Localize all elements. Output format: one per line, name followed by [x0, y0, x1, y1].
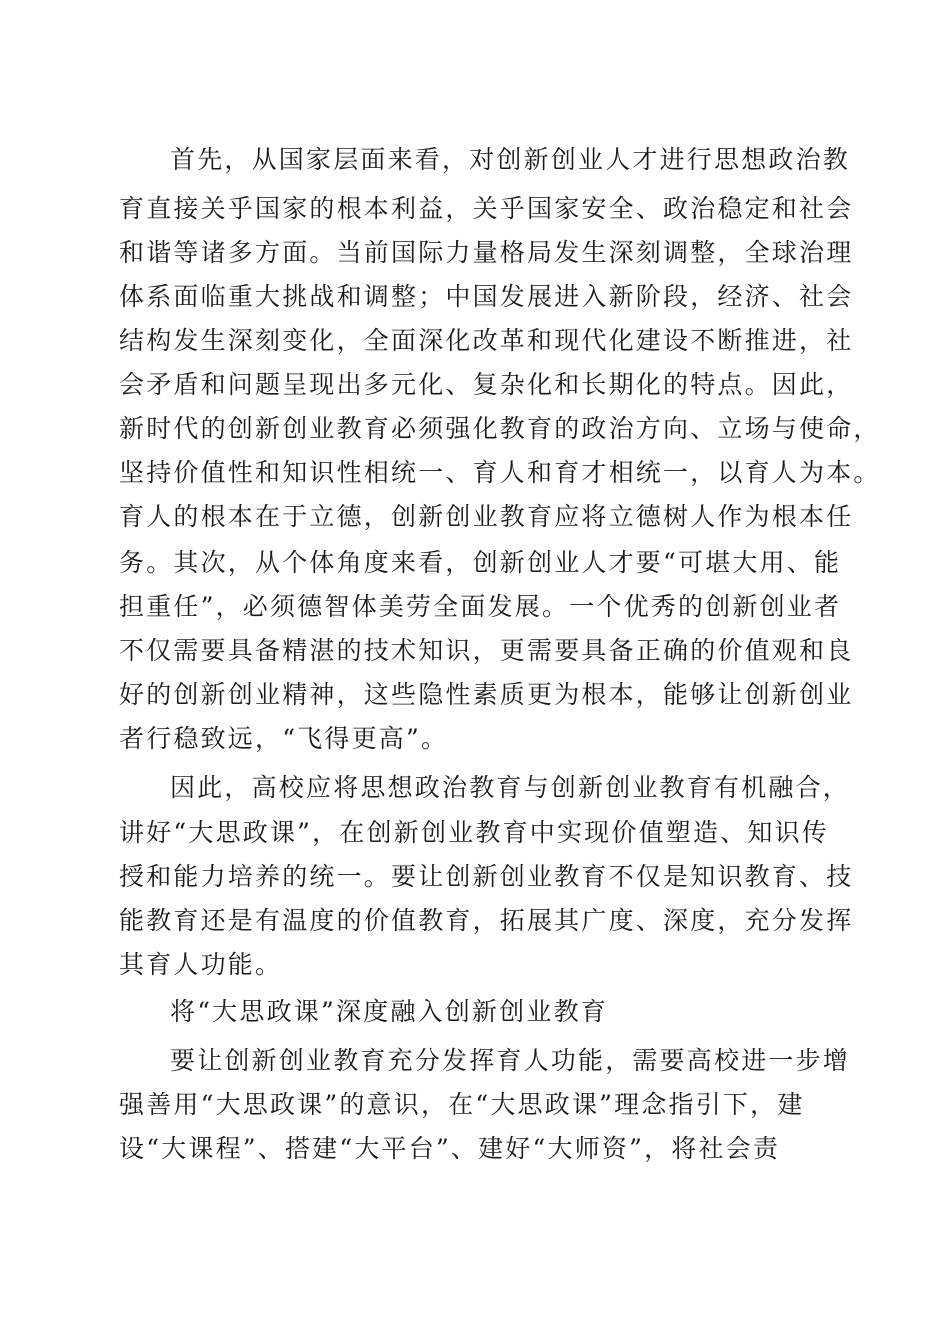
paragraph-line: 务。其次，从个体角度来看，创新创业人才要“可堪大用、能 [119, 548, 842, 577]
paragraph-line: 其育人功能。 [119, 950, 283, 979]
paragraph-line: 育直接关乎国家的根本利益，关乎国家安全、政治稳定和社会 [119, 194, 854, 223]
paragraph-line: 会矛盾和问题呈现出多元化、复杂化和长期化的特点。因此， [119, 370, 854, 399]
paragraph-line: 要让创新创业教育充分发挥育人功能，需要高校进一步增 [170, 1046, 851, 1075]
paragraph-line: 结构发生深刻变化，全面深化改革和现代化建设不断推进，社 [119, 326, 854, 355]
section-heading: 将“大思政课”深度融入创新创业教育 [170, 997, 608, 1026]
paragraph-line: 强善用“大思政课”的意识，在“大思政课”理念指引下，建 [119, 1090, 805, 1119]
paragraph-line: 和谐等诸多方面。当前国际力量格局发生深刻调整，全球治理 [119, 238, 854, 267]
paragraph-line: 者行稳致远，“飞得更高”。 [119, 724, 449, 753]
paragraph-line: 新时代的创新创业教育必须强化教育的政治方向、立场与使命， [119, 414, 881, 443]
paragraph-line: 授和能力培养的统一。要让创新创业教育不仅是知识教育、技 [119, 862, 854, 891]
paragraph-line: 因此，高校应将思想政治教育与创新创业教育有机融合， [170, 773, 851, 802]
paragraph-line: 好的创新创业精神，这些隐性素质更为根本，能够让创新创业 [119, 680, 854, 709]
paragraph-line: 首先，从国家层面来看，对创新创业人才进行思想政治教 [170, 145, 851, 174]
paragraph-line: 不仅需要具备精湛的技术知识，更需要具备正确的价值观和良 [119, 636, 854, 665]
paragraph-line: 坚持价值性和知识性相统一、育人和育才相统一，以育人为本。 [119, 458, 881, 487]
paragraph-line: 能教育还是有温度的价值教育，拓展其广度、深度，充分发挥 [119, 906, 854, 935]
paragraph-line: 担重任”，必须德智体美劳全面发展。一个优秀的创新创业者 [119, 592, 842, 621]
paragraph-line: 育人的根本在于立德，创新创业教育应将立德树人作为根本任 [119, 502, 854, 531]
paragraph-line: 体系面临重大挑战和调整；中国发展进入新阶段，经济、社会 [119, 282, 854, 311]
paragraph-line: 设“大课程”、搭建“大平台”、建好“大师资”，将社会责 [119, 1134, 781, 1163]
paragraph-line: 讲好“大思政课”，在创新创业教育中实现价值塑造、知识传 [119, 818, 829, 847]
